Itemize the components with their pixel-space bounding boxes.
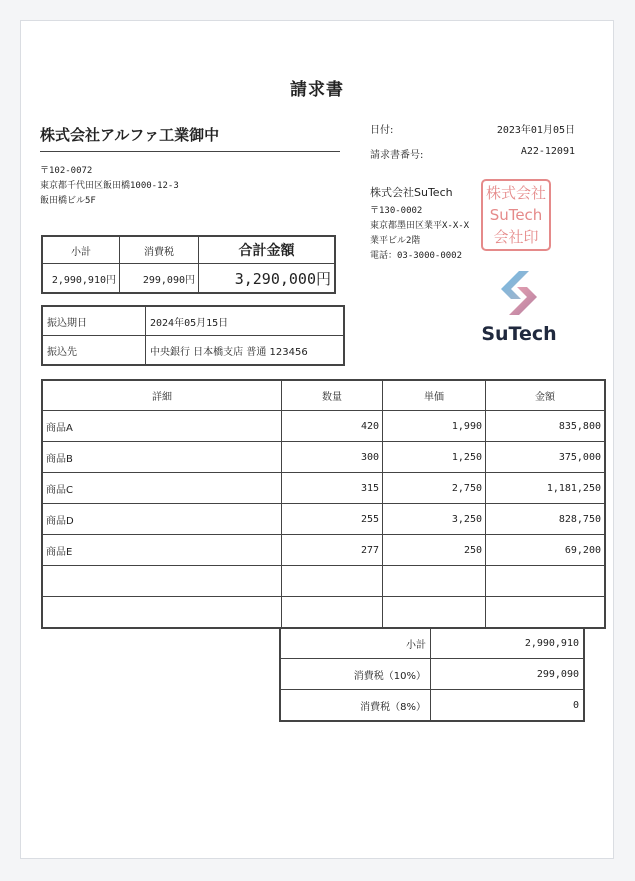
table-row xyxy=(42,566,605,597)
item-amount xyxy=(486,597,606,629)
company-seal-stamp xyxy=(481,179,551,251)
table-row xyxy=(42,597,605,629)
summary-total-value: 3,290,000円 xyxy=(199,264,336,294)
summary-header-tax: 消費税 xyxy=(120,236,199,264)
totals-row xyxy=(280,628,584,659)
items-header-detail: 詳細 xyxy=(42,380,282,411)
client-address-line2: 飯田橋ビル5F xyxy=(40,196,96,206)
summary-tax-value: 299,090円 xyxy=(120,264,199,294)
date-value: 2023年01月05日 xyxy=(496,125,575,136)
item-amount: 375,000 xyxy=(486,442,606,473)
items-table xyxy=(41,379,606,629)
items-header-quantity: 数量 xyxy=(282,380,383,411)
stamp-line: 会社印 xyxy=(493,228,539,246)
totals-row xyxy=(280,690,584,722)
payment-destination-label: 振込先 xyxy=(42,336,146,366)
items-header-amount: 金額 xyxy=(486,380,606,411)
invoice-number-label: 請求書番号: xyxy=(370,150,424,161)
client-name: 株式会社アルファ工業御中 xyxy=(40,124,340,152)
item-amount: 69,200 xyxy=(486,535,606,566)
item-quantity: 277 xyxy=(282,535,383,566)
item-amount: 828,750 xyxy=(486,504,606,535)
item-detail: 商品D xyxy=(42,504,282,535)
totals-table xyxy=(279,627,585,722)
summary-header-subtotal: 小計 xyxy=(42,236,120,264)
item-amount xyxy=(486,566,606,597)
document-title: 請求書 xyxy=(290,80,344,100)
issuer-name: 株式会社SuTech xyxy=(370,186,453,199)
item-detail xyxy=(42,597,282,629)
payment-due-value: 2024年05月15日 xyxy=(146,306,345,336)
item-unit-price: 1,250 xyxy=(383,442,486,473)
logo-text: SuTech xyxy=(481,323,557,345)
item-detail: 商品A xyxy=(42,411,282,442)
client-postal: 〒102-0072 xyxy=(40,166,93,176)
item-detail xyxy=(42,566,282,597)
client-address-line1: 東京都千代田区飯田橋1000-12-3 xyxy=(40,181,179,191)
invoice-page xyxy=(20,20,614,859)
payment-destination-value: 中央銀行 日本橋支店 普通 123456 xyxy=(146,336,345,366)
issuer-address-line1: 東京都墨田区業平X-X-X xyxy=(370,221,470,231)
item-quantity: 315 xyxy=(282,473,383,504)
item-quantity: 420 xyxy=(282,411,383,442)
item-detail: 商品B xyxy=(42,442,282,473)
totals-tax8-value: 0 xyxy=(431,690,585,722)
stamp-line: 株式会社 xyxy=(485,184,546,202)
invoice-number-value: A22-12091 xyxy=(520,146,575,157)
item-quantity: 255 xyxy=(282,504,383,535)
payment-due-label: 振込期日 xyxy=(42,306,146,336)
totals-tax8-label: 消費税（8%） xyxy=(280,690,431,722)
item-quantity xyxy=(282,597,383,629)
summary-subtotal-value: 2,990,910円 xyxy=(42,264,120,294)
company-logo xyxy=(469,269,569,349)
item-detail: 商品C xyxy=(42,473,282,504)
date-label: 日付: xyxy=(370,125,394,136)
totals-tax10-label: 消費税（10%） xyxy=(280,659,431,690)
table-row xyxy=(42,442,605,473)
totals-row xyxy=(280,659,584,690)
item-unit-price: 1,990 xyxy=(383,411,486,442)
item-detail: 商品E xyxy=(42,535,282,566)
item-amount: 835,800 xyxy=(486,411,606,442)
payment-table xyxy=(41,305,345,366)
table-row xyxy=(42,504,605,535)
table-row xyxy=(42,411,605,442)
sutech-logo-icon xyxy=(497,269,541,317)
item-unit-price xyxy=(383,566,486,597)
stamp-line: SuTech xyxy=(489,206,543,224)
totals-subtotal-label: 小計 xyxy=(280,628,431,659)
item-quantity xyxy=(282,566,383,597)
table-row xyxy=(42,535,605,566)
issuer-postal: 〒130-0002 xyxy=(370,206,423,216)
table-row xyxy=(42,473,605,504)
totals-subtotal-value: 2,990,910 xyxy=(431,628,585,659)
summary-table xyxy=(41,235,336,294)
item-amount: 1,181,250 xyxy=(486,473,606,504)
issuer-address-line2: 業平ビル2階 xyxy=(370,236,421,246)
summary-header-total: 合計金額 xyxy=(199,236,336,264)
item-quantity: 300 xyxy=(282,442,383,473)
item-unit-price: 250 xyxy=(383,535,486,566)
item-unit-price xyxy=(383,597,486,629)
totals-tax10-value: 299,090 xyxy=(431,659,585,690)
items-header-unit-price: 単価 xyxy=(383,380,486,411)
issuer-phone: 電話：03-3000-0002 xyxy=(370,251,463,261)
client-address xyxy=(40,164,300,209)
item-unit-price: 3,250 xyxy=(383,504,486,535)
item-unit-price: 2,750 xyxy=(383,473,486,504)
